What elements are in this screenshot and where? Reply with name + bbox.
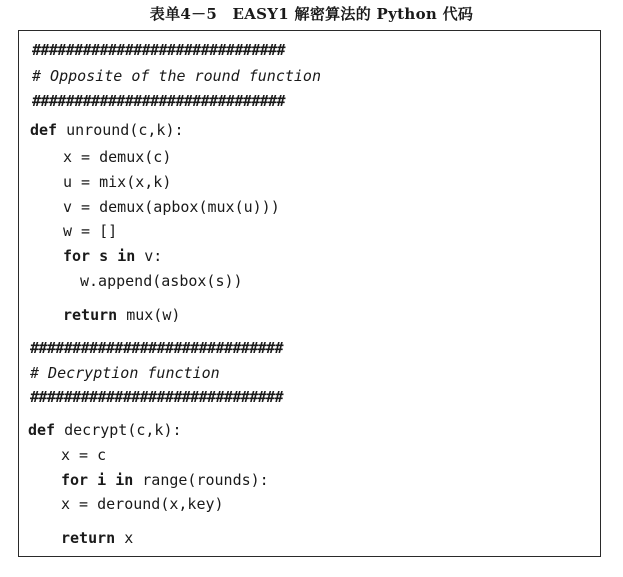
code-text: s (90, 247, 118, 265)
code-line: x = c (61, 446, 107, 464)
keyword-for: for (61, 471, 89, 489)
code-line: w.append(asbox(s)) (80, 272, 243, 290)
code-line-for-loop (61, 471, 269, 489)
keyword-return: return (63, 306, 118, 324)
comment-line: # Decryption function (30, 364, 220, 382)
comment-separator-line: ############################## (30, 339, 283, 357)
keyword-in: in (117, 247, 136, 265)
code-line: w = [] (63, 222, 118, 240)
keyword-def: def (30, 121, 58, 139)
code-line: x = demux(c) (63, 148, 172, 166)
keyword-for: for (63, 247, 91, 265)
code-line-return (61, 529, 133, 547)
code-line: v = demux(apbox(mux(u))) (63, 198, 280, 216)
keyword-return: return (61, 529, 116, 547)
comment-line: # Opposite of the round function (32, 67, 321, 85)
code-line-for-loop (63, 247, 162, 265)
comment-separator-line: ############################## (30, 388, 283, 406)
code-text: v: (135, 247, 163, 265)
code-line-return (63, 306, 180, 324)
code-line: x = deround(x,key) (61, 495, 224, 513)
code-text: x (115, 529, 134, 547)
code-text: i (88, 471, 116, 489)
comment-separator-line: ############################## (32, 41, 285, 59)
code-line: u = mix(x,k) (63, 173, 172, 191)
keyword-in: in (115, 471, 134, 489)
code-text: unround(c,k): (57, 121, 184, 139)
code-text: mux(w) (117, 306, 181, 324)
code-text: decrypt(c,k): (55, 421, 182, 439)
code-line-def-decrypt (28, 421, 182, 439)
keyword-def: def (28, 421, 56, 439)
code-line-def-unround (30, 121, 184, 139)
table-caption: 表单4－5 EASY1 解密算法的 Python 代码 (149, 5, 474, 23)
code-text: range(rounds): (133, 471, 269, 489)
comment-separator-line: ############################## (32, 92, 285, 110)
